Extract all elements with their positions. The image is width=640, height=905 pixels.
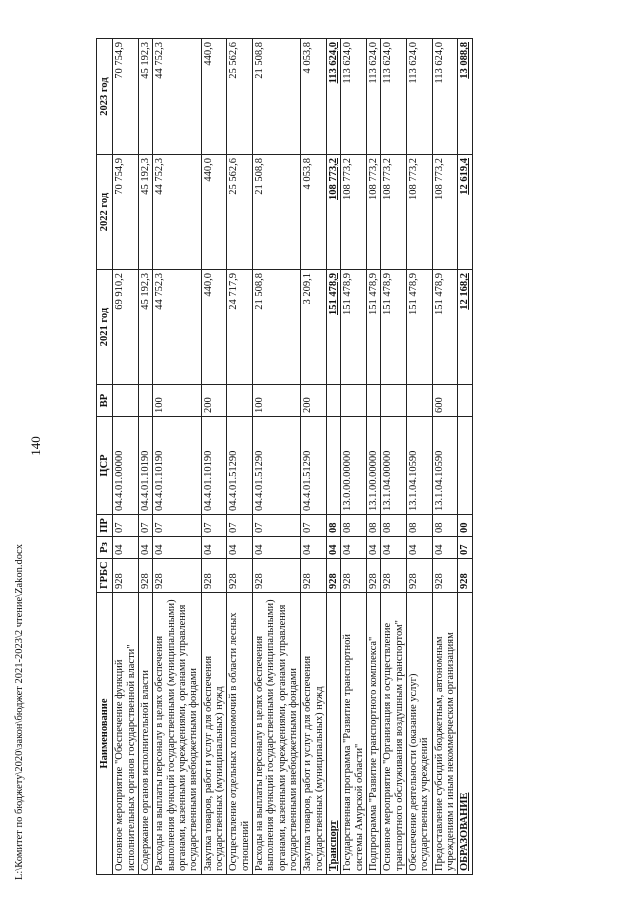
pr-cell: 07	[301, 515, 327, 537]
vr-cell	[366, 385, 380, 417]
rz-cell: 04	[153, 537, 201, 559]
year-2021-cell: 440,0	[201, 270, 227, 385]
table-row	[227, 39, 253, 875]
pr-cell: 07	[201, 515, 227, 537]
budget-table-container	[96, 39, 473, 875]
pr-cell: 07	[113, 515, 139, 537]
csr-cell: 04.4.01.51290	[301, 417, 327, 515]
year-2022-cell: 108 773,2	[366, 155, 380, 270]
vr-cell: 200	[301, 385, 327, 417]
vr-cell	[326, 385, 340, 417]
row-name-cell: Основное мероприятие "Обеспечение функций исполнительных органов государственной власти"	[113, 593, 139, 875]
table-row	[252, 39, 300, 875]
year-2021-cell: 45 192,3	[138, 270, 152, 385]
year-2022-cell: 108 773,2	[381, 155, 407, 270]
pr-cell: 07	[138, 515, 152, 537]
pr-cell: 08	[366, 515, 380, 537]
csr-cell: 13.1.00.00000	[366, 417, 380, 515]
grbs-cell: 928	[113, 559, 139, 593]
year-2022-cell: 108 773,2	[326, 155, 340, 270]
vr-cell	[138, 385, 152, 417]
year-2023-cell: 4 053,8	[301, 39, 327, 155]
budget-table	[96, 38, 473, 875]
csr-cell: 04.4.01.00000	[113, 417, 139, 515]
column-header: ГРБС	[97, 559, 113, 593]
year-2023-cell: 25 562,6	[227, 39, 253, 155]
pr-cell: 00	[458, 515, 472, 537]
year-2023-cell: 113 624,0	[432, 39, 458, 155]
grbs-cell: 928	[432, 559, 458, 593]
pr-cell: 08	[432, 515, 458, 537]
pr-cell: 08	[381, 515, 407, 537]
csr-cell: 04.4.01.10190	[153, 417, 201, 515]
vr-cell: 100	[153, 385, 201, 417]
year-2023-cell: 113 624,0	[326, 39, 340, 155]
csr-cell: 04.4.01.51290	[227, 417, 253, 515]
table-body	[113, 39, 472, 875]
vr-cell	[381, 385, 407, 417]
table-row	[366, 39, 380, 875]
year-2021-cell: 24 717,9	[227, 270, 253, 385]
grbs-cell: 928	[201, 559, 227, 593]
year-2022-cell: 21 508,8	[252, 155, 300, 270]
csr-cell	[326, 417, 340, 515]
year-2022-cell: 44 752,3	[153, 155, 201, 270]
pr-cell: 08	[406, 515, 432, 537]
year-2023-cell: 113 624,0	[366, 39, 380, 155]
vr-cell	[227, 385, 253, 417]
year-2021-cell: 3 209,1	[301, 270, 327, 385]
row-name-cell: Предоставление субсидий бюджетным, автономным учреждениям и иным некоммерческим организациям	[432, 593, 458, 875]
year-2021-cell: 151 478,9	[381, 270, 407, 385]
row-name-cell: Закупка товаров, работ и услуг для обеспечения государственных (муниципальных) нужд	[201, 593, 227, 875]
table-row	[201, 39, 227, 875]
year-2023-cell: 440,0	[201, 39, 227, 155]
year-2021-cell: 151 478,9	[326, 270, 340, 385]
csr-cell: 13.0.00.00000	[341, 417, 367, 515]
rz-cell: 04	[381, 537, 407, 559]
column-header: ЦСР	[97, 417, 113, 515]
row-name-cell: Содержание органов исполнительной власти	[138, 593, 152, 875]
grbs-cell: 928	[341, 559, 367, 593]
row-name-cell: Подпрограмма "Развитие транспортного комплекса"	[366, 593, 380, 875]
year-2023-cell: 70 754,9	[113, 39, 139, 155]
year-2022-cell: 45 192,3	[138, 155, 152, 270]
year-2022-cell: 12 619,4	[458, 155, 472, 270]
csr-cell: 04.4.01.51290	[252, 417, 300, 515]
year-2022-cell: 4 053,8	[301, 155, 327, 270]
rz-cell: 04	[326, 537, 340, 559]
row-name-cell: Расходы на выплаты персоналу в целях обеспечения выполнения функций государственными (муниципальными) органами, казенными учреждениями, органами управления государственными внебюджетными фондами	[252, 593, 300, 875]
row-name-cell: Обеспечение деятельности (оказание услуг) государственных учреждений	[406, 593, 432, 875]
year-2021-cell: 21 508,8	[252, 270, 300, 385]
csr-cell	[458, 417, 472, 515]
column-header: 2023 год	[97, 39, 113, 155]
table-row	[406, 39, 432, 875]
grbs-cell: 928	[366, 559, 380, 593]
row-name-cell: Расходы на выплаты персоналу в целях обеспечения выполнения функций государственными (муниципальными) органами, казенными учреждениями, органами управления государственными внебюджетными фондами	[153, 593, 201, 875]
column-header: ПР	[97, 515, 113, 537]
table-row	[458, 39, 472, 875]
column-header: ВР	[97, 385, 113, 417]
year-2022-cell: 70 754,9	[113, 155, 139, 270]
table-row	[301, 39, 327, 875]
year-2023-cell: 113 624,0	[381, 39, 407, 155]
grbs-cell: 928	[153, 559, 201, 593]
table-row	[153, 39, 201, 875]
table-row	[341, 39, 367, 875]
csr-cell: 04.4.01.10190	[201, 417, 227, 515]
row-name-cell: Государственная программа "Развитие транспортной системы Амурской области"	[341, 593, 367, 875]
year-2022-cell: 108 773,2	[432, 155, 458, 270]
year-2021-cell: 69 910,2	[113, 270, 139, 385]
year-2021-cell: 12 168,2	[458, 270, 472, 385]
year-2022-cell: 108 773,2	[341, 155, 367, 270]
rz-cell: 04	[201, 537, 227, 559]
rz-cell: 04	[406, 537, 432, 559]
grbs-cell: 928	[138, 559, 152, 593]
rz-cell: 04	[138, 537, 152, 559]
year-2023-cell: 113 624,0	[406, 39, 432, 155]
row-name-cell: Осуществление отдельных полномочий в области лесных отношений	[227, 593, 253, 875]
row-name-cell: Основное мероприятие "Организация и осуществление транспортного обслуживания воздушным транспортом"	[381, 593, 407, 875]
pr-cell: 08	[326, 515, 340, 537]
pr-cell: 07	[153, 515, 201, 537]
column-header: 2022 год	[97, 155, 113, 270]
table-row	[432, 39, 458, 875]
rz-cell: 04	[432, 537, 458, 559]
grbs-cell: 928	[381, 559, 407, 593]
year-2021-cell: 151 478,9	[432, 270, 458, 385]
year-2023-cell: 44 752,3	[153, 39, 201, 155]
vr-cell	[341, 385, 367, 417]
pr-cell: 07	[227, 515, 253, 537]
year-2022-cell: 25 562,6	[227, 155, 253, 270]
row-name-cell: Закупка товаров, работ и услуг для обеспечения государственных (муниципальных) нужд	[301, 593, 327, 875]
year-2023-cell: 21 508,8	[252, 39, 300, 155]
year-2021-cell: 44 752,3	[153, 270, 201, 385]
vr-cell: 100	[252, 385, 300, 417]
year-2022-cell: 440,0	[201, 155, 227, 270]
grbs-cell: 928	[458, 559, 472, 593]
rz-cell: 07	[458, 537, 472, 559]
column-header: Рз	[97, 537, 113, 559]
year-2021-cell: 151 478,9	[406, 270, 432, 385]
grbs-cell: 928	[406, 559, 432, 593]
grbs-cell: 928	[252, 559, 300, 593]
table-row	[381, 39, 407, 875]
column-header: 2021 год	[97, 270, 113, 385]
vr-cell	[406, 385, 432, 417]
csr-cell: 13.1.04.10590	[406, 417, 432, 515]
vr-cell	[458, 385, 472, 417]
row-name-cell: Транспорт	[326, 593, 340, 875]
rz-cell: 04	[366, 537, 380, 559]
rz-cell: 04	[341, 537, 367, 559]
file-path-footer: L:\Комитет по бюджету\2020\закон\бюджет 2021-2023\2 чтение\Zakon.docx	[14, 544, 25, 880]
rz-cell: 04	[252, 537, 300, 559]
csr-cell: 13.1.04.10590	[432, 417, 458, 515]
rz-cell: 04	[113, 537, 139, 559]
grbs-cell: 928	[301, 559, 327, 593]
year-2022-cell: 108 773,2	[406, 155, 432, 270]
column-header: Наименование	[97, 593, 113, 875]
year-2023-cell: 13 088,8	[458, 39, 472, 155]
grbs-cell: 928	[227, 559, 253, 593]
year-2021-cell: 151 478,9	[341, 270, 367, 385]
page-number: 140	[28, 436, 43, 456]
table-row	[138, 39, 152, 875]
table-row	[113, 39, 139, 875]
grbs-cell: 928	[326, 559, 340, 593]
rz-cell: 04	[301, 537, 327, 559]
row-name-cell: ОБРАЗОВАНИЕ	[458, 593, 472, 875]
vr-cell	[113, 385, 139, 417]
year-2021-cell: 151 478,9	[366, 270, 380, 385]
year-2023-cell: 113 624,0	[341, 39, 367, 155]
year-2023-cell: 45 192,3	[138, 39, 152, 155]
pr-cell: 08	[341, 515, 367, 537]
rz-cell: 04	[227, 537, 253, 559]
table-header-row	[97, 39, 113, 875]
vr-cell: 200	[201, 385, 227, 417]
table-row	[326, 39, 340, 875]
vr-cell: 600	[432, 385, 458, 417]
pr-cell: 07	[252, 515, 300, 537]
csr-cell: 04.4.01.10190	[138, 417, 152, 515]
csr-cell: 13.1.04.00000	[381, 417, 407, 515]
